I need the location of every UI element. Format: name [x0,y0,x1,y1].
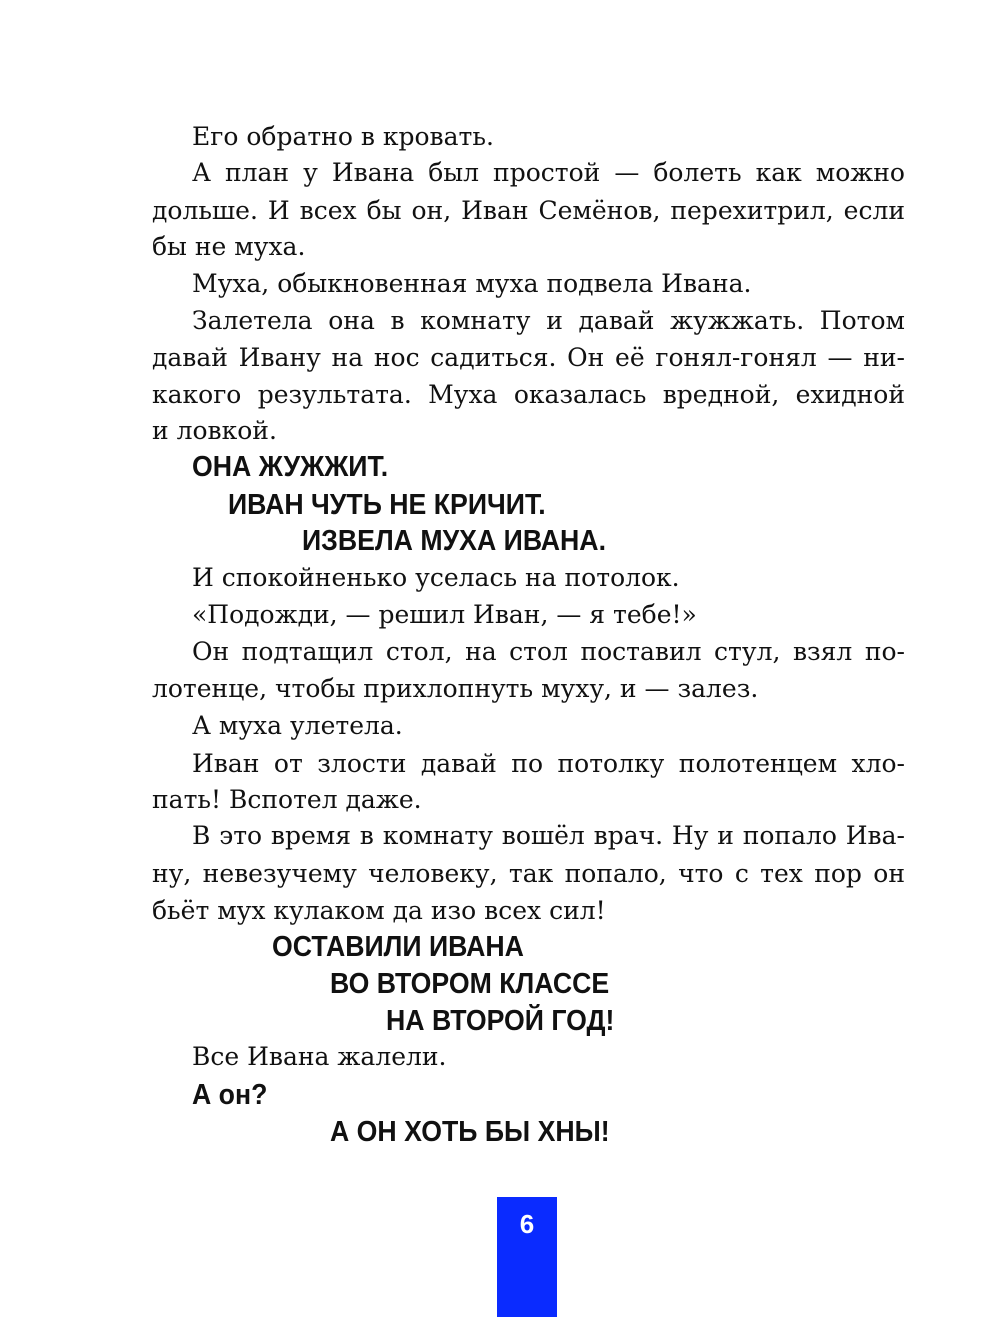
text-line: И спокойненько уселась на потолок. [192,563,680,592]
heading-line: ИЗВЕЛА МУХА ИВАНА. [302,525,606,557]
text-line: А муха улетела. [192,711,403,740]
text-line: Муха, обыкновенная муха подвела Ивана. [192,269,752,298]
heading-line: ОСТАВИЛИ ИВАНА [272,931,524,963]
text-line: давай Ивану на нос садиться. Он её гонял-гонял — ни- [152,343,905,372]
text-line: Иван от злости давай по потолку полотенцем хло- [192,749,905,778]
text-line: «Подожди, — решил Иван, — я тебе!» [192,600,697,629]
text-line: дольше. И всех бы он, Иван Семёнов, перехитрил, если [152,196,905,225]
text-line: пать! Вспотел даже. [152,785,422,814]
text-line: В это время в комнату вошёл врач. Ну и попало Ива- [192,821,905,850]
page-number-tab [497,1197,557,1317]
text-line: бы не муха. [152,232,306,261]
text-line: А план у Ивана был простой — болеть как можно [192,158,905,187]
text-line: бьёт мух кулаком да изо всех сил! [152,896,606,925]
text-line: лотенце, чтобы прихлопнуть муху, и — залез. [152,674,759,703]
heading-line: ВО ВТОРОМ КЛАССЕ [330,968,610,1000]
text-line: и ловкой. [152,416,277,445]
heading-line: ОНА ЖУЖЖИТ. [192,451,389,483]
page-number: 6 [519,1209,535,1239]
text-line: ну, невезучему человеку, так попало, что с тех пор он [152,859,905,888]
text-line: Все Ивана жалели. [192,1042,447,1071]
text-line: Его обратно в кровать. [192,122,494,151]
heading-line: ИВАН ЧУТЬ НЕ КРИЧИТ. [228,489,546,521]
heading-line: А он? [192,1079,268,1111]
heading-line: А ОН ХОТЬ БЫ ХНЫ! [330,1116,610,1148]
text-line: Залетела она в комнату и давай жужжать. Потом [192,306,905,335]
heading-line: НА ВТОРОЙ ГОД! [386,1005,615,1037]
text-line: Он подтащил стол, на стол поставил стул, взял по- [192,637,905,666]
text-line: какого результата. Муха оказалась вредной, ехидной [152,380,905,409]
